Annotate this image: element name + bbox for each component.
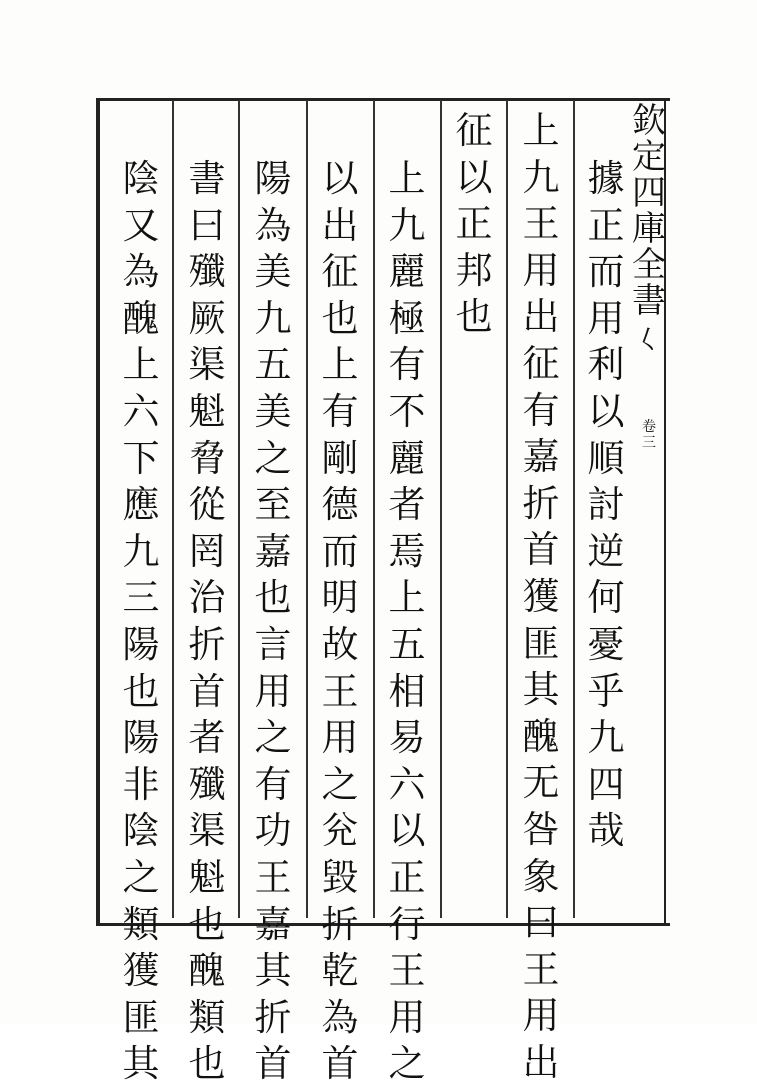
glyph: 渠 [188, 343, 226, 387]
glyph: 用 [254, 669, 292, 713]
glyph: 五 [254, 343, 292, 387]
glyph: 陰 [122, 809, 160, 853]
glyph: 征 [455, 109, 493, 152]
glyph: 有 [388, 343, 426, 387]
glyph: 有 [254, 762, 292, 806]
text-column-6 [250, 157, 296, 1092]
glyph: 極 [388, 296, 426, 340]
glyph: 脅 [188, 436, 226, 480]
glyph: 全 [632, 245, 666, 285]
glyph: 言 [254, 622, 292, 666]
glyph: 乎 [587, 669, 625, 713]
glyph: 以 [388, 809, 426, 853]
glyph: 逆 [587, 529, 625, 573]
glyph: 功 [254, 809, 292, 853]
column-rule [306, 100, 308, 918]
glyph: 九 [587, 716, 625, 760]
text-column-5 [317, 157, 363, 1092]
glyph: 為 [321, 995, 359, 1039]
glyph: 出 [321, 203, 359, 247]
text-column-4 [384, 157, 430, 1092]
glyph: 上 [321, 343, 359, 387]
glyph: 用 [522, 248, 560, 292]
glyph: 首 [188, 669, 226, 713]
glyph: 何 [587, 576, 625, 620]
glyph: 下 [122, 436, 160, 480]
glyph: 折 [254, 995, 292, 1039]
glyph: 從 [188, 483, 226, 527]
glyph: 庫 [632, 209, 666, 249]
glyph: 嘉 [522, 435, 560, 479]
glyph: 為 [122, 250, 160, 294]
glyph: 又 [122, 203, 160, 247]
glyph: 魁 [188, 855, 226, 899]
glyph: 美 [254, 250, 292, 294]
glyph: 者 [388, 483, 426, 527]
text-column-8 [118, 157, 164, 1092]
glyph: 也 [188, 902, 226, 946]
glyph: 王 [522, 947, 560, 991]
glyph: 而 [587, 250, 625, 294]
glyph: 剛 [321, 436, 359, 480]
glyph: 曰 [188, 203, 226, 247]
glyph: 也 [455, 295, 493, 339]
glyph: 用 [388, 995, 426, 1039]
glyph: 之 [388, 1042, 426, 1086]
column-rule [506, 100, 508, 918]
glyph: 上 [388, 576, 426, 620]
glyph: 邦 [455, 248, 493, 292]
glyph: 首 [321, 1042, 359, 1086]
glyph: 德 [321, 483, 359, 527]
margin-mark: 𡿨 [634, 326, 661, 356]
glyph: 折 [321, 902, 359, 946]
glyph: 渠 [188, 809, 226, 853]
column-rule [573, 100, 575, 918]
margin-volume [640, 420, 658, 452]
glyph: 醜 [188, 949, 226, 993]
glyph: 王 [254, 855, 292, 899]
glyph: 欽 [632, 101, 666, 141]
glyph: 書 [632, 281, 666, 321]
glyph: 正 [587, 203, 625, 247]
column-rule [172, 100, 174, 918]
margin-title [632, 101, 666, 321]
glyph: 陽 [122, 622, 160, 666]
glyph: 匪 [122, 995, 160, 1039]
glyph: 哉 [587, 809, 625, 853]
glyph: 書 [188, 157, 226, 200]
glyph: 陽 [122, 716, 160, 760]
glyph: 四 [587, 762, 625, 806]
glyph: 之 [254, 436, 292, 480]
text-column-3 [451, 109, 497, 345]
glyph: 乾 [321, 949, 359, 993]
glyph: 行 [388, 902, 426, 946]
glyph: 以 [587, 389, 625, 433]
glyph: 也 [188, 1042, 226, 1086]
glyph: 易 [388, 716, 426, 760]
glyph: 之 [122, 855, 160, 899]
glyph: 毀 [321, 855, 359, 899]
glyph: 非 [122, 762, 160, 806]
glyph: 而 [321, 529, 359, 573]
glyph: 无 [522, 761, 560, 805]
glyph: 用 [587, 296, 625, 340]
glyph: 正 [455, 202, 493, 246]
glyph: 罔 [188, 529, 226, 573]
glyph: 相 [388, 669, 426, 713]
glyph: 兊 [321, 809, 359, 853]
glyph: 也 [122, 669, 160, 713]
glyph: 正 [388, 855, 426, 899]
glyph: 王 [522, 202, 560, 246]
glyph: 出 [522, 1040, 560, 1084]
glyph: 其 [522, 668, 560, 712]
glyph: 卷 [642, 419, 656, 435]
glyph: 王 [388, 949, 426, 993]
glyph: 麗 [388, 250, 426, 294]
glyph: 類 [122, 902, 160, 946]
glyph: 王 [321, 669, 359, 713]
glyph: 討 [587, 483, 625, 527]
glyph: 九 [122, 529, 160, 573]
glyph: 也 [321, 296, 359, 340]
glyph: 陰 [122, 157, 160, 200]
glyph: 至 [254, 483, 292, 527]
glyph: 殲 [188, 250, 226, 294]
glyph: 用 [321, 716, 359, 760]
glyph: 魁 [188, 389, 226, 433]
glyph: 為 [254, 203, 292, 247]
glyph: 用 [522, 994, 560, 1038]
glyph: 折 [522, 481, 560, 525]
glyph: 利 [587, 343, 625, 387]
glyph: 三 [122, 576, 160, 620]
glyph: 四 [632, 173, 666, 213]
glyph: 上 [522, 109, 560, 152]
glyph: 據 [587, 157, 625, 200]
glyph: 殲 [188, 762, 226, 806]
glyph: 憂 [587, 622, 625, 666]
glyph: 獲 [522, 574, 560, 618]
glyph: 美 [254, 389, 292, 433]
glyph: 首 [522, 528, 560, 572]
glyph: 不 [388, 389, 426, 433]
glyph: 嘉 [254, 902, 292, 946]
glyph: 定 [632, 137, 666, 177]
glyph: 六 [122, 389, 160, 433]
glyph: 上 [388, 157, 426, 200]
glyph: 類 [188, 995, 226, 1039]
glyph: 焉 [388, 529, 426, 573]
glyph: 首 [254, 1042, 292, 1086]
glyph: 以 [455, 155, 493, 199]
glyph: 咎 [522, 807, 560, 851]
text-column-1 [583, 157, 629, 859]
glyph: 嘉 [254, 529, 292, 573]
glyph: 象 [522, 854, 560, 898]
glyph: 有 [321, 389, 359, 433]
glyph: 醜 [522, 714, 560, 758]
glyph: 有 [522, 388, 560, 432]
glyph: 其 [254, 949, 292, 993]
glyph: 麗 [388, 436, 426, 480]
glyph: 治 [188, 576, 226, 620]
glyph: 三 [642, 435, 656, 451]
glyph: 之 [321, 762, 359, 806]
glyph: 應 [122, 483, 160, 527]
glyph: 其 [122, 1042, 160, 1086]
glyph: 九 [254, 296, 292, 340]
glyph: 陽 [254, 157, 292, 200]
glyph: 以 [321, 157, 359, 200]
glyph: 九 [522, 155, 560, 199]
glyph: 之 [254, 716, 292, 760]
glyph: 明 [321, 576, 359, 620]
glyph: 征 [522, 341, 560, 385]
text-column-7 [184, 157, 230, 1092]
column-rule [440, 100, 442, 918]
column-rule [238, 100, 240, 918]
glyph: 厥 [188, 296, 226, 340]
glyph: 征 [321, 250, 359, 294]
glyph: 九 [388, 203, 426, 247]
glyph: 五 [388, 622, 426, 666]
glyph: 獲 [122, 949, 160, 993]
column-rule [373, 100, 375, 918]
glyph: 出 [522, 295, 560, 339]
glyph: 故 [321, 622, 359, 666]
glyph: 醜 [122, 296, 160, 340]
glyph: 上 [122, 343, 160, 387]
glyph: 折 [188, 622, 226, 666]
glyph: 順 [587, 436, 625, 480]
glyph: 也 [254, 576, 292, 620]
text-column-2 [518, 109, 564, 1090]
glyph: 匪 [522, 621, 560, 665]
glyph: 者 [188, 716, 226, 760]
glyph: 曰 [522, 901, 560, 945]
glyph: 六 [388, 762, 426, 806]
